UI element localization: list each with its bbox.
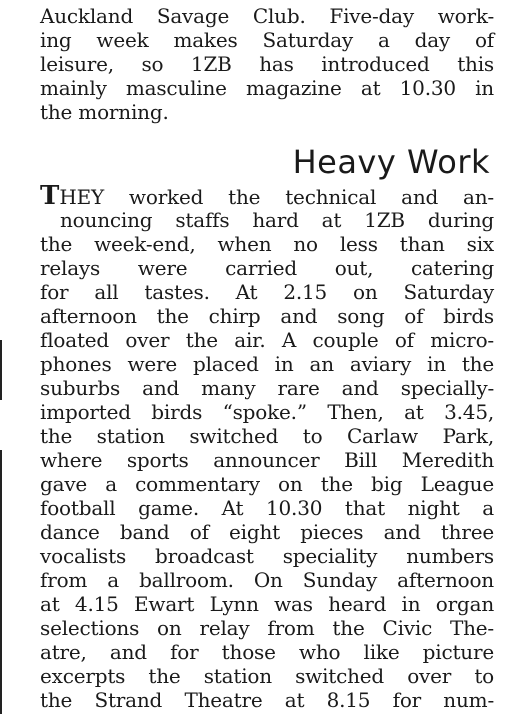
text-line-rest: HEY worked the technical and an- <box>59 185 494 209</box>
text-line: phones were placed in an aviary in the <box>40 352 494 376</box>
article-column <box>40 4 494 712</box>
text-line: vocalists broadcast speciality numbers <box>40 544 494 568</box>
text-line: dance band of eight pieces and three <box>40 520 494 544</box>
text-line: ing week makes Saturday a day of <box>40 28 494 52</box>
column-rule <box>0 340 2 400</box>
text-line-first <box>40 181 494 211</box>
intro-paragraph <box>40 4 494 124</box>
text-line: the Strand Theatre at 8.15 for num- <box>40 688 494 712</box>
text-line: afternoon the chirp and song of birds <box>40 304 494 328</box>
text-line: from a ballroom. On Sunday afternoon <box>40 568 494 592</box>
text-line: Auckland Savage Club. Five-day work- <box>40 4 494 28</box>
text-line: the station switched to Carlaw Park, <box>40 424 494 448</box>
text-line: where sports announcer Bill Meredith <box>40 448 494 472</box>
text-line: the morning. <box>40 100 169 124</box>
text-line: selections on relay from the Civic The- <box>40 616 494 640</box>
text-line: imported birds “spoke.” Then, at 3.45, <box>40 400 494 424</box>
text-line: for all tastes. At 2.15 on Saturday <box>40 280 494 304</box>
section-heading: Heavy Work <box>292 143 490 181</box>
drop-cap: T <box>40 181 60 211</box>
text-line: gave a commentary on the big League <box>40 472 494 496</box>
text-line: atre, and for those who like picture <box>40 640 494 664</box>
text-line: suburbs and many rare and specially- <box>40 376 494 400</box>
text-line: leisure, so 1ZB has introduced this <box>40 52 494 76</box>
text-line: excerpts the station switched over to <box>40 664 494 688</box>
text-line: relays were carried out, catering <box>40 256 494 280</box>
column-rule <box>0 450 2 714</box>
text-line: mainly masculine magazine at 10.30 in <box>40 76 494 100</box>
text-line: football game. At 10.30 that night a <box>40 496 494 520</box>
text-line: the week-end, when no less than six <box>40 232 494 256</box>
text-line: at 4.15 Ewart Lynn was heard in organ <box>40 592 494 616</box>
article-paragraph <box>40 181 494 712</box>
text-line: nouncing staffs hard at 1ZB during <box>60 208 494 232</box>
text-line: floated over the air. A couple of micro- <box>40 328 494 352</box>
